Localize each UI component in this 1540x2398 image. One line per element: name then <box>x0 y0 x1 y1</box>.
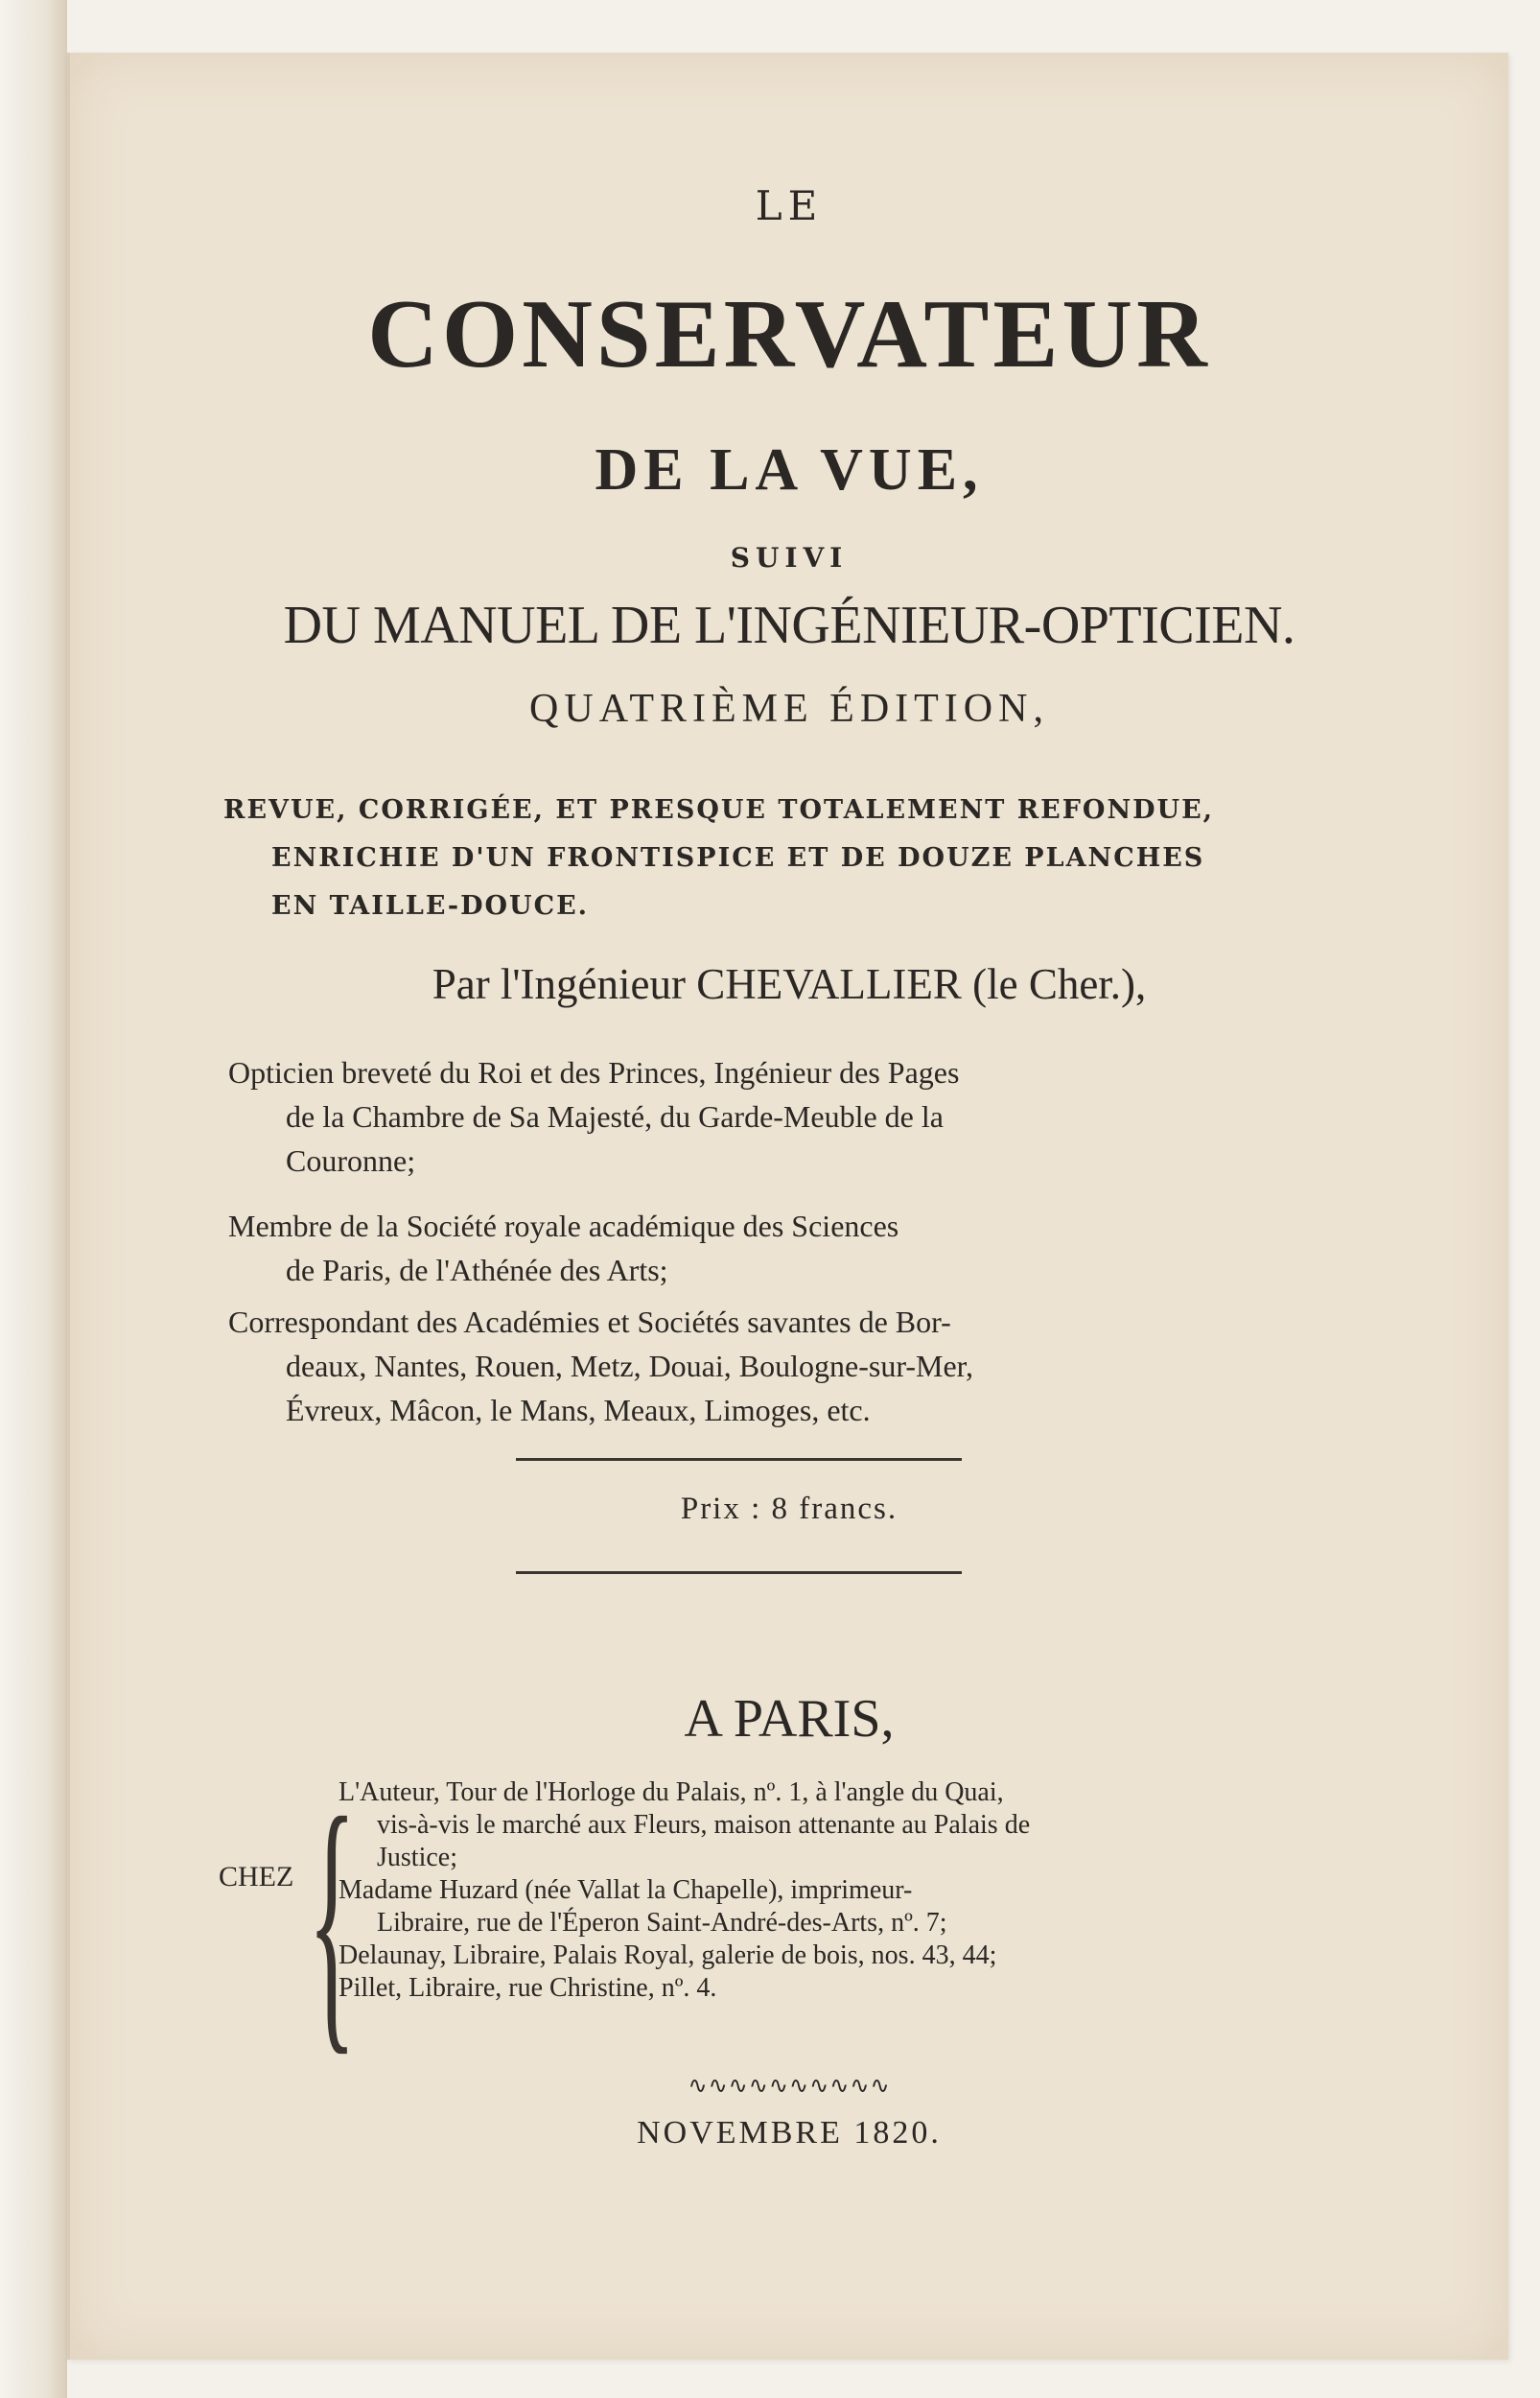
title-article: LE <box>755 182 824 229</box>
credential-2-line-1: Membre de la Société royale académique des Sciences <box>228 1209 899 1243</box>
author-credential-2 <box>228 1204 1350 1292</box>
seller-1-line-1: L'Auteur, Tour de l'Horloge du Palais, nº. 1, à l'angle du Quai, <box>338 1777 1004 1807</box>
author-line: Par l'Ingénieur CHEVALLIER (le Cher.), <box>432 960 1147 1008</box>
title-page <box>67 53 1508 2360</box>
author-credential-1 <box>228 1050 1350 1183</box>
edition-statement: QUATRIÈME ÉDITION, <box>529 687 1049 731</box>
edition-description-line-3: EN TAILLE-DOUCE. <box>271 891 590 921</box>
credential-1-line-1: Opticien breveté du Roi et des Princes, Ingénieur des Pages <box>228 1055 960 1090</box>
title-suivi: SUIVI <box>730 542 849 574</box>
credential-3-line-2: deaux, Nantes, Rouen, Metz, Douai, Boulogne-sur-Mer, <box>286 1349 974 1383</box>
title-main: CONSERVATEUR <box>367 280 1211 388</box>
seller-4-line-1: Pillet, Libraire, rue Christine, nº. 4. <box>338 1973 717 2003</box>
divider-rule-top <box>516 1458 962 1461</box>
credential-2-line-2: de Paris, de l'Athénée des Arts; <box>286 1253 668 1287</box>
imprint-sellers <box>338 1776 1302 2005</box>
price: Prix : 8 francs. <box>680 1492 898 1526</box>
book-spine-edge <box>0 0 67 2398</box>
imprint-chez-label: CHEZ <box>219 1861 294 1893</box>
ornament-rule: ∿∿∿∿∿∿∿∿∿∿ <box>688 2072 891 2099</box>
divider-rule-bottom <box>516 1571 962 1574</box>
seller-1-line-3: Justice; <box>377 1843 457 1872</box>
seller-3-line-1: Delaunay, Libraire, Palais Royal, galerie de bois, nos. 43, 44; <box>338 1940 997 1970</box>
brace-glyph: { <box>308 1759 357 2078</box>
title-subtitle: DE LA VUE, <box>595 437 984 503</box>
imprint-city: A PARIS, <box>684 1689 895 1749</box>
edition-description-line-2: ENRICHIE D'UN FRONTISPICE ET DE DOUZE PLANCHES <box>271 843 1205 873</box>
edition-description-line-1: REVUE, CORRIGÉE, ET PRESQUE TOTALEMENT REFONDUE, <box>223 795 1215 825</box>
seller-1-line-2: vis-à-vis le marché aux Fleurs, maison attenante au Palais de <box>377 1810 1031 1840</box>
credential-3-line-3: Évreux, Mâcon, le Mans, Meaux, Limoges, etc. <box>286 1393 871 1427</box>
seller-2-line-2: Libraire, rue de l'Éperon Saint-André-des-Arts, nº. 7; <box>377 1908 947 1938</box>
seller-2-line-1: Madame Huzard (née Vallat la Chapelle), imprimeur- <box>338 1875 913 1905</box>
credential-1-line-3: Couronne; <box>286 1143 416 1178</box>
imprint-date: NOVEMBRE 1820. <box>637 2115 942 2151</box>
credential-3-line-1: Correspondant des Académies et Sociétés savantes de Bor- <box>228 1305 951 1339</box>
title-second-work: DU MANUEL DE L'INGÉNIEUR-OPTICIEN. <box>283 596 1295 655</box>
credential-1-line-2: de la Chambre de Sa Majesté, du Garde-Meuble de la <box>286 1099 944 1134</box>
author-credential-3 <box>228 1300 1350 1432</box>
